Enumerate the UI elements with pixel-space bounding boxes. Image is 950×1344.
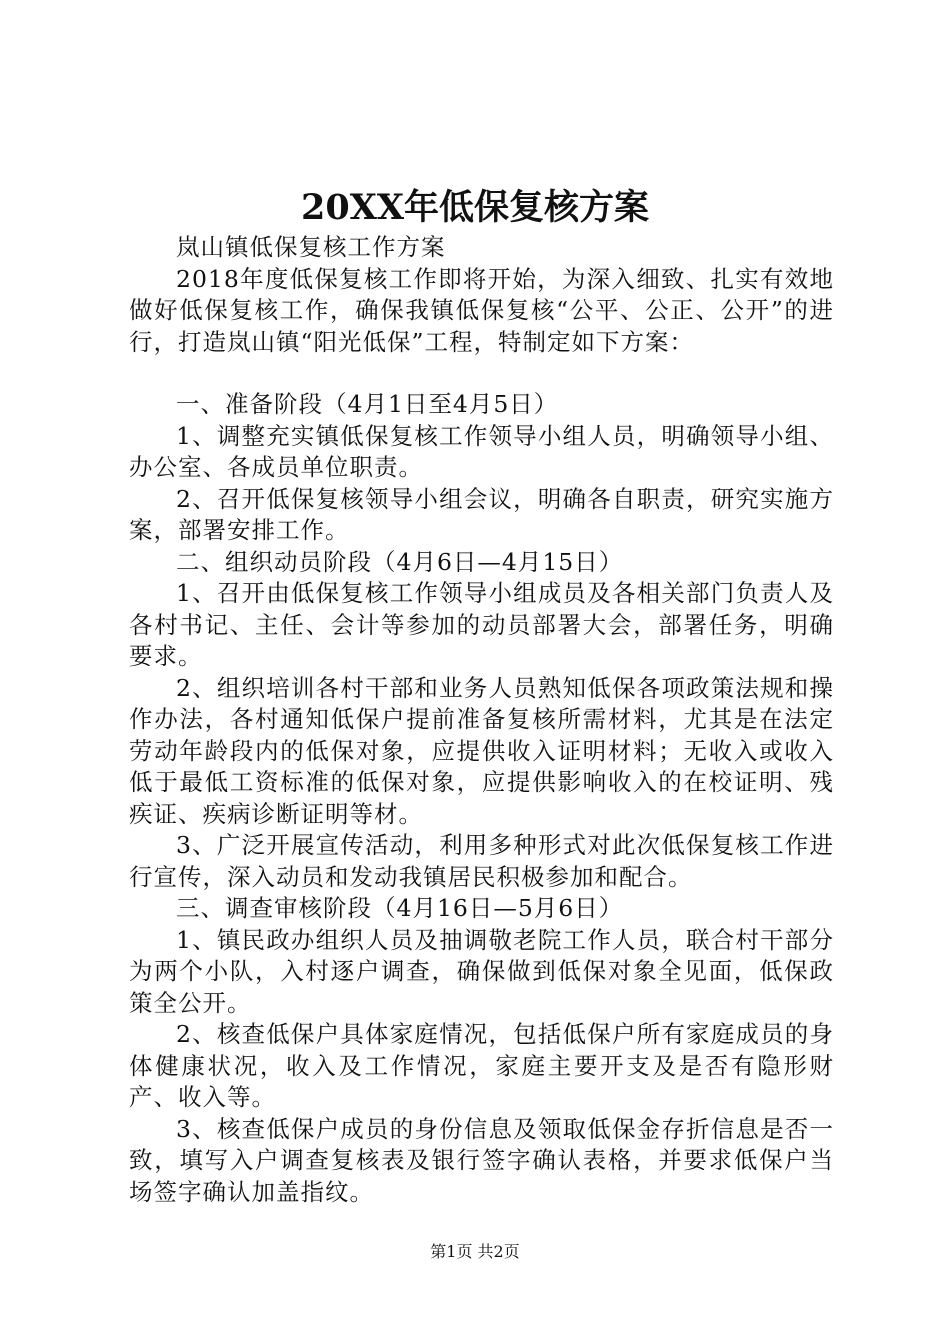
paragraph-item: 3、广泛开展宣传活动，利用多种形式对此次低保复核工作进行宣传，深入动员和发动我镇居民积极参加和配合。 xyxy=(129,831,834,891)
document-body xyxy=(129,232,834,1208)
paragraph-item: 2、组织培训各村干部和业务人员熟知低保各项政策法规和操作办法，各村通知低保户提前准备复核所需材料，尤其是在法定劳动年龄段内的低保对象，应提供收入证明材料；无收入或收入低于最低工资标准的低保对象，应提供影响收入的在校证明、残疾证、疾病诊断证明等材。 xyxy=(129,673,834,828)
document-title: 20XX年低保复核方案 xyxy=(300,187,650,228)
paragraph-item: 2、召开低保复核领导小组会议，明确各自职责，研究实施方案，部署安排工作。 xyxy=(129,484,834,544)
paragraph-subtitle: 岚山镇低保复核工作方案 xyxy=(176,233,446,261)
section-heading-1: 一、准备阶段（4月1日至4月5日） xyxy=(176,390,559,418)
section-heading-3: 三、调查审核阶段（4月16日—5月6日） xyxy=(176,894,624,922)
paragraph-item: 1、调整充实镇低保复核工作领导小组人员，明确领导小组、办公室、各成员单位职责。 xyxy=(129,421,834,481)
paragraph-item: 3、核查低保户成员的身份信息及领取低保金存折信息是否一致，填写入户调查复核表及银行签字确认表格，并要求低保户当场签字确认加盖指纹。 xyxy=(129,1114,834,1206)
paragraph-item: 2、核查低保户具体家庭情况，包括低保户所有家庭成员的身体健康状况，收入及工作情况，家庭主要开支及是否有隐形财产、收入等。 xyxy=(129,1020,834,1111)
paragraph-item: 1、召开由低保复核工作领导小组成员及各相关部门负责人及各村书记、主任、会计等参加的动员部署大会，部署任务，明确要求。 xyxy=(129,579,834,670)
section-heading-2: 二、组织动员阶段（4月6日—4月15日） xyxy=(176,547,624,576)
page-footer: 第1页 共2页 xyxy=(430,1242,520,1261)
paragraph-intro: 2018年度低保复核工作即将开始，为深入细致、扎实有效地做好低保复核工作，确保我镇低保复核“公平、公正、公开”的进行，打造岚山镇“阳光低保”工程，特制定如下方案： xyxy=(129,264,834,356)
paragraph-item: 1、镇民政办组织人员及抽调敬老院工作人员，联合村干部分为两个小队，入村逐户调查，确保做到低保对象全见面，低保政策全公开。 xyxy=(129,925,834,1017)
